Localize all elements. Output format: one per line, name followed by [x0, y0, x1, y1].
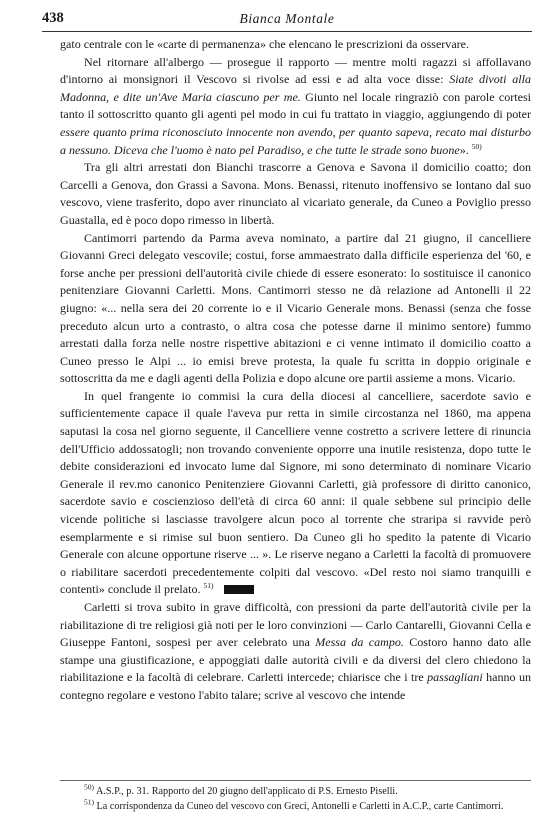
text-run: Giunto nel locale ringraziò con parole cortesi tanto il sottoscritto quanto gli agenti pel modo in cui fu trattato in viaggio, aggiungendo di poter — [60, 89, 532, 122]
text-run: gato centrale con le «carte di permanenza» che elencano le prescrizioni da osservare. — [60, 37, 470, 51]
footnote-text: A.S.P., p. 31. Rapporto del 20 giugno dell'applicato di P.S. Ernesto Piselli. — [94, 786, 398, 797]
footnotes — [60, 782, 531, 814]
text-run: ». — [459, 142, 472, 157]
redaction-mark — [224, 585, 254, 594]
text-run: In quel frangente io commisi la cura della diocesi al cancelliere, sacerdote savio e sufficientemente capace il quale l'aveva pur retta in simile circostanza nel 1860, ma appena saputasi la cosa nel giorno seguente, il Cancelliere venne costretto a scrivere lettere di rinuncia dell'Ufficio addossatogli; non trovando conveniente opporre una inutile resistenza, dopo tutte le debite considerazioni ed invocato lume dal Signore, mi sono determinato di nominare Vicario Generale il rev.mo canonico Penitenziere Giovanni Carletti, già professore di diritto canonico, sacerdote savio e coscienzioso dell'età di circa 60 anni: il quale sebbene sul principio delle vicende politiche si lasciasse travolgere alcun poco al torrente che straripa si ravvide però esemplarmente e si rimise sul buon sentiero. Da Cuneo gli ho spedito la patente di Vicario Generale con alcune opportune riserve ... ». Le riserve negano a Carletti la facoltà di promuovere o riabilitare sacerdoti precedentemente colpiti dal vescovo. «Del resto noi siamo tranquilli e contenti» conclude il prelato. — [60, 388, 531, 597]
footnote — [60, 782, 531, 800]
paragraph-p6 — [60, 599, 531, 705]
footnote-ref: 51) — [203, 581, 214, 591]
text-run: hanno un contegno regolare e vestono l'abito talare; scrive al vescovo che intende — [60, 670, 531, 702]
italic-text: essere quanto prima riconosciuto innocente non avendo, per quanto sapeva, recato mai disturbo a nessuno. Diceva che l'uomo è nato pel Paradiso, e che tutte le strade sono buone — [60, 124, 531, 157]
italic-text: Siate divoti alla Madonna, e dite un'Ave Maria ciascuno per me. — [60, 72, 531, 104]
header-rule — [42, 31, 532, 32]
text-run: Carletti si trova subito in grave difficoltà, con pressioni da parte dell'autorità civile per la riabilitazione di tre religiosi già noti per le loro convinzioni — Carlo Cantarelli, Giovanni Cella e Giuseppe Fantoni, sospesi per aver celebrato una — [60, 600, 531, 650]
footnote — [60, 797, 531, 815]
footnote-separator — [60, 780, 531, 781]
italic-text: Messa da campo. — [315, 635, 404, 650]
text-run: Costoro hanno dato alle stampe una giustificazione, e appoggiati dalle autorità civili e da diversi del clero chiedono la riabilitazione e la facoltà di celebrare. Carletti intercede; chiarisce che i tre — [60, 635, 531, 685]
text-run: Cantimorri partendo da Parma aveva nominato, a partire dal 21 giugno, il cancelliere Giovanni Greci delegato vescovile; costui, forse ammaestrato dalla difficile esperienza del '60, e forse anche per pressioni dell'autorità civile chiede di essere esonerato: lo sostituisce il canonico penitenziare Giovanni Carletti. Mons. Cantimorri stesso ne dà relazione ad Antonelli il 22 giugno: «... nella sera dei 20 corrente io e il Vicario Generale mons. Benassi (senza che fosse preceduto alcun urto a contrasto, o altra cosa che potesse darne il minimo sentore) fummo arrestati dalla forza nelle nostre rispettive abitazioni e ci venne intimato il domicilio coatto a Cuneo presso le Alpi ... io emisi breve protesta, la quale fu scritta in doppio originale e sottoscritta da me e dagli agenti della Polizia e dopo alcune ore partii assieme a mons. Vicario. — [60, 230, 531, 386]
footnote-ref: 50) — [471, 141, 482, 151]
page-header — [42, 10, 532, 32]
footnote-mark: 50) — [84, 782, 94, 792]
paragraph-p1 — [60, 36, 531, 54]
paragraph-p4 — [60, 230, 531, 388]
text-run: Tra gli altri arrestati don Bianchi trascorre a Genova e Savona il domicilio coatto; don Carcelli a Genova, don Grassi a Savona. Mons. Benassi, ritenuto inoffensivo se lontano dal suo vescovo, viene trasferito, dopo aver rinunciato al vicariato generale, da Cuneo a Poviglio presso Guastalla, ed è poco dopo rimesso in libertà. — [60, 160, 531, 227]
page-number: 438 — [42, 10, 64, 26]
paragraph-p5 — [60, 388, 531, 599]
paragraph-p2 — [60, 54, 531, 160]
italic-text: passagliani — [427, 670, 483, 685]
footnote-mark: 51) — [84, 797, 94, 807]
text-run: Nel ritornare all'albergo — prosegue il rapporto — mentre molti ragazzi si affollavano d'intorno ai monsignori il Vescovo si rivolse ad essi e ad alta voce disse: — [60, 54, 531, 87]
running-head: Bianca Montale — [239, 11, 335, 26]
body-text — [60, 36, 531, 705]
paragraph-p3 — [60, 159, 531, 229]
footnote-text: La corrispondenza da Cuneo del vescovo con Greci, Antonelli e Carletti in A.C.P., carte Cantimorri. — [94, 800, 504, 812]
